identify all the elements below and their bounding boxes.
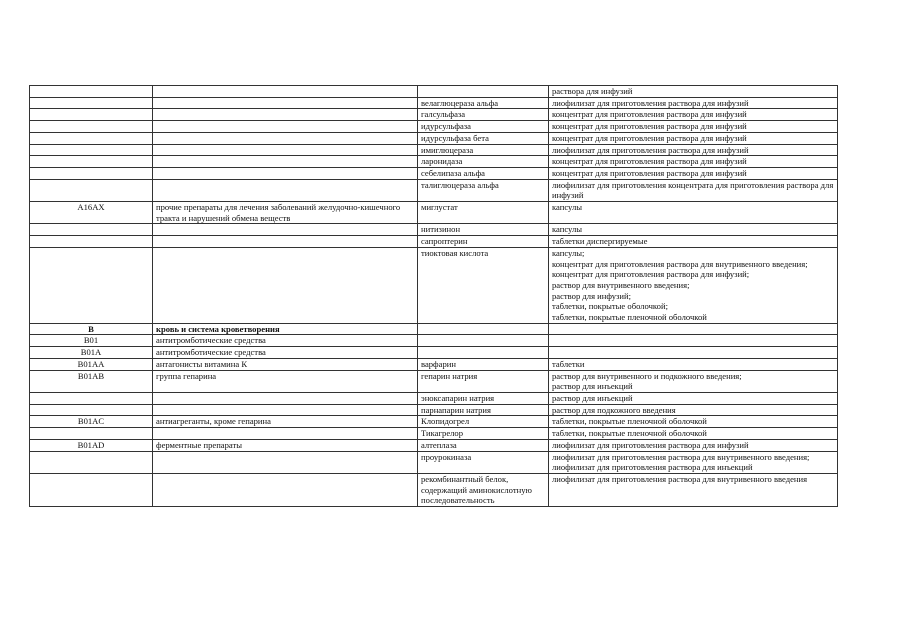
dosage-forms-cell (549, 473, 838, 506)
dosage-form-line: концентрат для приготовления раствора для внутривенного введения; (552, 258, 808, 269)
dosage-forms-cell (549, 392, 838, 404)
atc-code-cell (30, 86, 153, 98)
table-row (30, 370, 838, 392)
drug-name-cell: Тикагрелор (418, 428, 549, 440)
group-name-cell (153, 132, 418, 144)
table-row (30, 156, 838, 168)
drug-name-cell: идурсульфаза (418, 121, 549, 133)
dosage-form-line: лиофилизат для приготовления раствора для инфузий (552, 97, 749, 108)
drug-name-cell: нитизинон (418, 224, 549, 236)
table-row (30, 347, 838, 359)
dosage-form-line: таблетки, покрытые пленочной оболочкой (552, 416, 707, 427)
dosage-form-line: лиофилизат для приготовления раствора для внутривенного введения; (552, 451, 810, 462)
dosage-forms-cell (549, 202, 838, 224)
group-name-cell (153, 167, 418, 179)
atc-code-cell (30, 404, 153, 416)
dosage-forms-cell (549, 132, 838, 144)
group-name-cell (153, 247, 418, 323)
dosage-form-line: таблетки, покрытые оболочкой; (552, 301, 668, 312)
dosage-forms-cell (549, 236, 838, 248)
drug-name-cell: ларонидаза (418, 156, 549, 168)
atc-code-cell: A16AX (30, 202, 153, 224)
group-name-cell (153, 86, 418, 98)
dosage-form-line: раствора для инфузий (552, 86, 633, 96)
table-row (30, 428, 838, 440)
dosage-forms-cell (549, 439, 838, 451)
group-name-cell (153, 224, 418, 236)
dosage-form-line: таблетки, покрытые пленочной оболочкой (552, 312, 707, 323)
dosage-forms-cell (549, 347, 838, 359)
atc-code-cell (30, 167, 153, 179)
dosage-form-line: раствор для инъекций (552, 392, 633, 403)
drug-table (29, 85, 838, 507)
drug-name-cell: велаглюцераза альфа (418, 97, 549, 109)
dosage-form-line: концентрат для приготовления раствора для инфузий (552, 167, 747, 178)
atc-code-cell: B01 (30, 335, 153, 347)
group-name-cell: антитромботические средства (153, 347, 418, 359)
table-row (30, 392, 838, 404)
dosage-form-line: таблетки диспергируемые (552, 236, 648, 247)
dosage-form-line: лиофилизат для приготовления раствора для инъекций (552, 462, 753, 473)
dosage-forms-cell (549, 404, 838, 416)
table-row (30, 202, 838, 224)
group-name-cell: антагонисты витамина К (153, 358, 418, 370)
table-row (30, 236, 838, 248)
group-name-cell (153, 97, 418, 109)
drug-name-cell: эноксапарин натрия (418, 392, 549, 404)
drug-name-cell: талиглюцераза альфа (418, 179, 549, 201)
table-row (30, 97, 838, 109)
dosage-forms-cell (549, 179, 838, 201)
atc-code-cell (30, 109, 153, 121)
drug-name-cell (418, 86, 549, 98)
group-name-cell (153, 144, 418, 156)
dosage-form-line: лиофилизат для приготовления раствора для инфузий (552, 439, 749, 450)
group-name-cell (153, 156, 418, 168)
dosage-forms-cell (549, 109, 838, 121)
atc-code-cell (30, 428, 153, 440)
dosage-form-line: раствор для подкожного введения (552, 404, 676, 415)
dosage-forms-cell (549, 144, 838, 156)
dosage-forms-cell (549, 121, 838, 133)
dosage-form-line: концентрат для приготовления раствора для инфузий; (552, 269, 750, 280)
dosage-forms-cell (549, 451, 838, 473)
table-row (30, 473, 838, 506)
drug-name-cell: себелипаза альфа (418, 167, 549, 179)
dosage-forms-cell (549, 323, 838, 335)
drug-name-cell (418, 335, 549, 347)
drug-name-cell: галсульфаза (418, 109, 549, 121)
dosage-forms-cell (549, 358, 838, 370)
atc-code-cell: B01A (30, 347, 153, 359)
atc-code-cell (30, 132, 153, 144)
dosage-form-line: таблетки, покрытые пленочной оболочкой (552, 428, 707, 439)
dosage-form-line: концентрат для приготовления раствора для инфузий (552, 156, 747, 167)
drug-name-cell: имиглюцераза (418, 144, 549, 156)
dosage-forms-cell (549, 335, 838, 347)
drug-name-cell: идурсульфаза бета (418, 132, 549, 144)
table-row (30, 132, 838, 144)
group-name-cell (153, 428, 418, 440)
dosage-forms-cell (549, 224, 838, 236)
table-row (30, 247, 838, 323)
dosage-forms-cell (549, 416, 838, 428)
drug-table-body (30, 86, 838, 507)
group-name-cell: прочие препараты для лечения заболеваний желудочно-кишечного тракта и нарушений обмена веществ (153, 202, 418, 224)
table-row (30, 335, 838, 347)
atc-code-cell: B01AD (30, 439, 153, 451)
drug-name-cell: миглустат (418, 202, 549, 224)
drug-name-cell: сапроптерин (418, 236, 549, 248)
atc-code-cell: B (30, 323, 153, 335)
table-row (30, 167, 838, 179)
dosage-form-line: таблетки (552, 358, 585, 369)
table-row (30, 451, 838, 473)
atc-code-cell (30, 236, 153, 248)
group-name-cell (153, 392, 418, 404)
drug-name-cell: гепарин натрия (418, 370, 549, 392)
dosage-form-line: капсулы; (552, 247, 585, 258)
dosage-forms-cell (549, 167, 838, 179)
dosage-form-line: капсулы (552, 224, 583, 235)
atc-code-cell (30, 473, 153, 506)
dosage-form-line: концентрат для приготовления раствора для инфузий (552, 132, 747, 143)
drug-name-cell (418, 347, 549, 359)
atc-code-cell: B01AA (30, 358, 153, 370)
dosage-form-line: раствор для внутривенного введения; (552, 279, 690, 290)
dosage-form-line: раствор для внутривенного и подкожного введения; (552, 370, 742, 381)
dosage-forms-cell (549, 370, 838, 392)
group-name-cell (153, 404, 418, 416)
dosage-form-line: капсулы (552, 202, 583, 213)
group-name-cell: ферментные препараты (153, 439, 418, 451)
table-row (30, 404, 838, 416)
table-row (30, 358, 838, 370)
table-row (30, 144, 838, 156)
table-row (30, 416, 838, 428)
dosage-form-line: концентрат для приготовления раствора для инфузий (552, 109, 747, 120)
atc-code-cell (30, 97, 153, 109)
group-name-cell (153, 473, 418, 506)
dosage-forms-cell (549, 247, 838, 323)
table-row (30, 439, 838, 451)
atc-code-cell (30, 179, 153, 201)
table-row (30, 179, 838, 201)
atc-code-cell (30, 247, 153, 323)
drug-name-cell: варфарин (418, 358, 549, 370)
atc-code-cell (30, 156, 153, 168)
group-name-cell (153, 236, 418, 248)
drug-name-cell: парнапарин натрия (418, 404, 549, 416)
dosage-form-line: раствор для инфузий; (552, 290, 632, 301)
drug-name-cell: алтеплаза (418, 439, 549, 451)
drug-name-cell (418, 323, 549, 335)
dosage-forms-cell (549, 86, 838, 98)
atc-code-cell (30, 451, 153, 473)
table-row (30, 224, 838, 236)
group-name-cell: антиагреганты, кроме гепарина (153, 416, 418, 428)
group-name-cell (153, 451, 418, 473)
group-name-cell (153, 121, 418, 133)
atc-code-cell (30, 121, 153, 133)
table-row (30, 109, 838, 121)
drug-name-cell: тиоктовая кислота (418, 247, 549, 323)
table-row (30, 86, 838, 98)
group-name-cell: группа гепарина (153, 370, 418, 392)
atc-code-cell (30, 144, 153, 156)
table-row (30, 121, 838, 133)
group-name-cell (153, 179, 418, 201)
dosage-form-line: раствор для инъекций (552, 381, 633, 392)
atc-code-cell (30, 392, 153, 404)
group-name-cell (153, 109, 418, 121)
dosage-form-line: лиофилизат для приготовления раствора для внутривенного введения (552, 473, 808, 484)
dosage-form-line: лиофилизат для приготовления раствора для инфузий (552, 144, 749, 155)
atc-code-cell (30, 224, 153, 236)
atc-code-cell: B01AB (30, 370, 153, 392)
dosage-forms-cell (549, 156, 838, 168)
dosage-form-line: лиофилизат для приготовления концентрата для приготовления раствора для инфузий (552, 179, 834, 201)
dosage-forms-cell (549, 428, 838, 440)
drug-name-cell: рекомбинантный белок, содержащий аминокислотную последовательность (418, 473, 549, 506)
drug-name-cell: Клопидогрел (418, 416, 549, 428)
dosage-form-line: концентрат для приготовления раствора для инфузий (552, 121, 747, 132)
atc-code-cell: B01AC (30, 416, 153, 428)
group-name-cell: антитромботические средства (153, 335, 418, 347)
group-name-cell: кровь и система кроветворения (153, 323, 418, 335)
table-row (30, 323, 838, 335)
drug-name-cell: проурокиназа (418, 451, 549, 473)
dosage-forms-cell (549, 97, 838, 109)
